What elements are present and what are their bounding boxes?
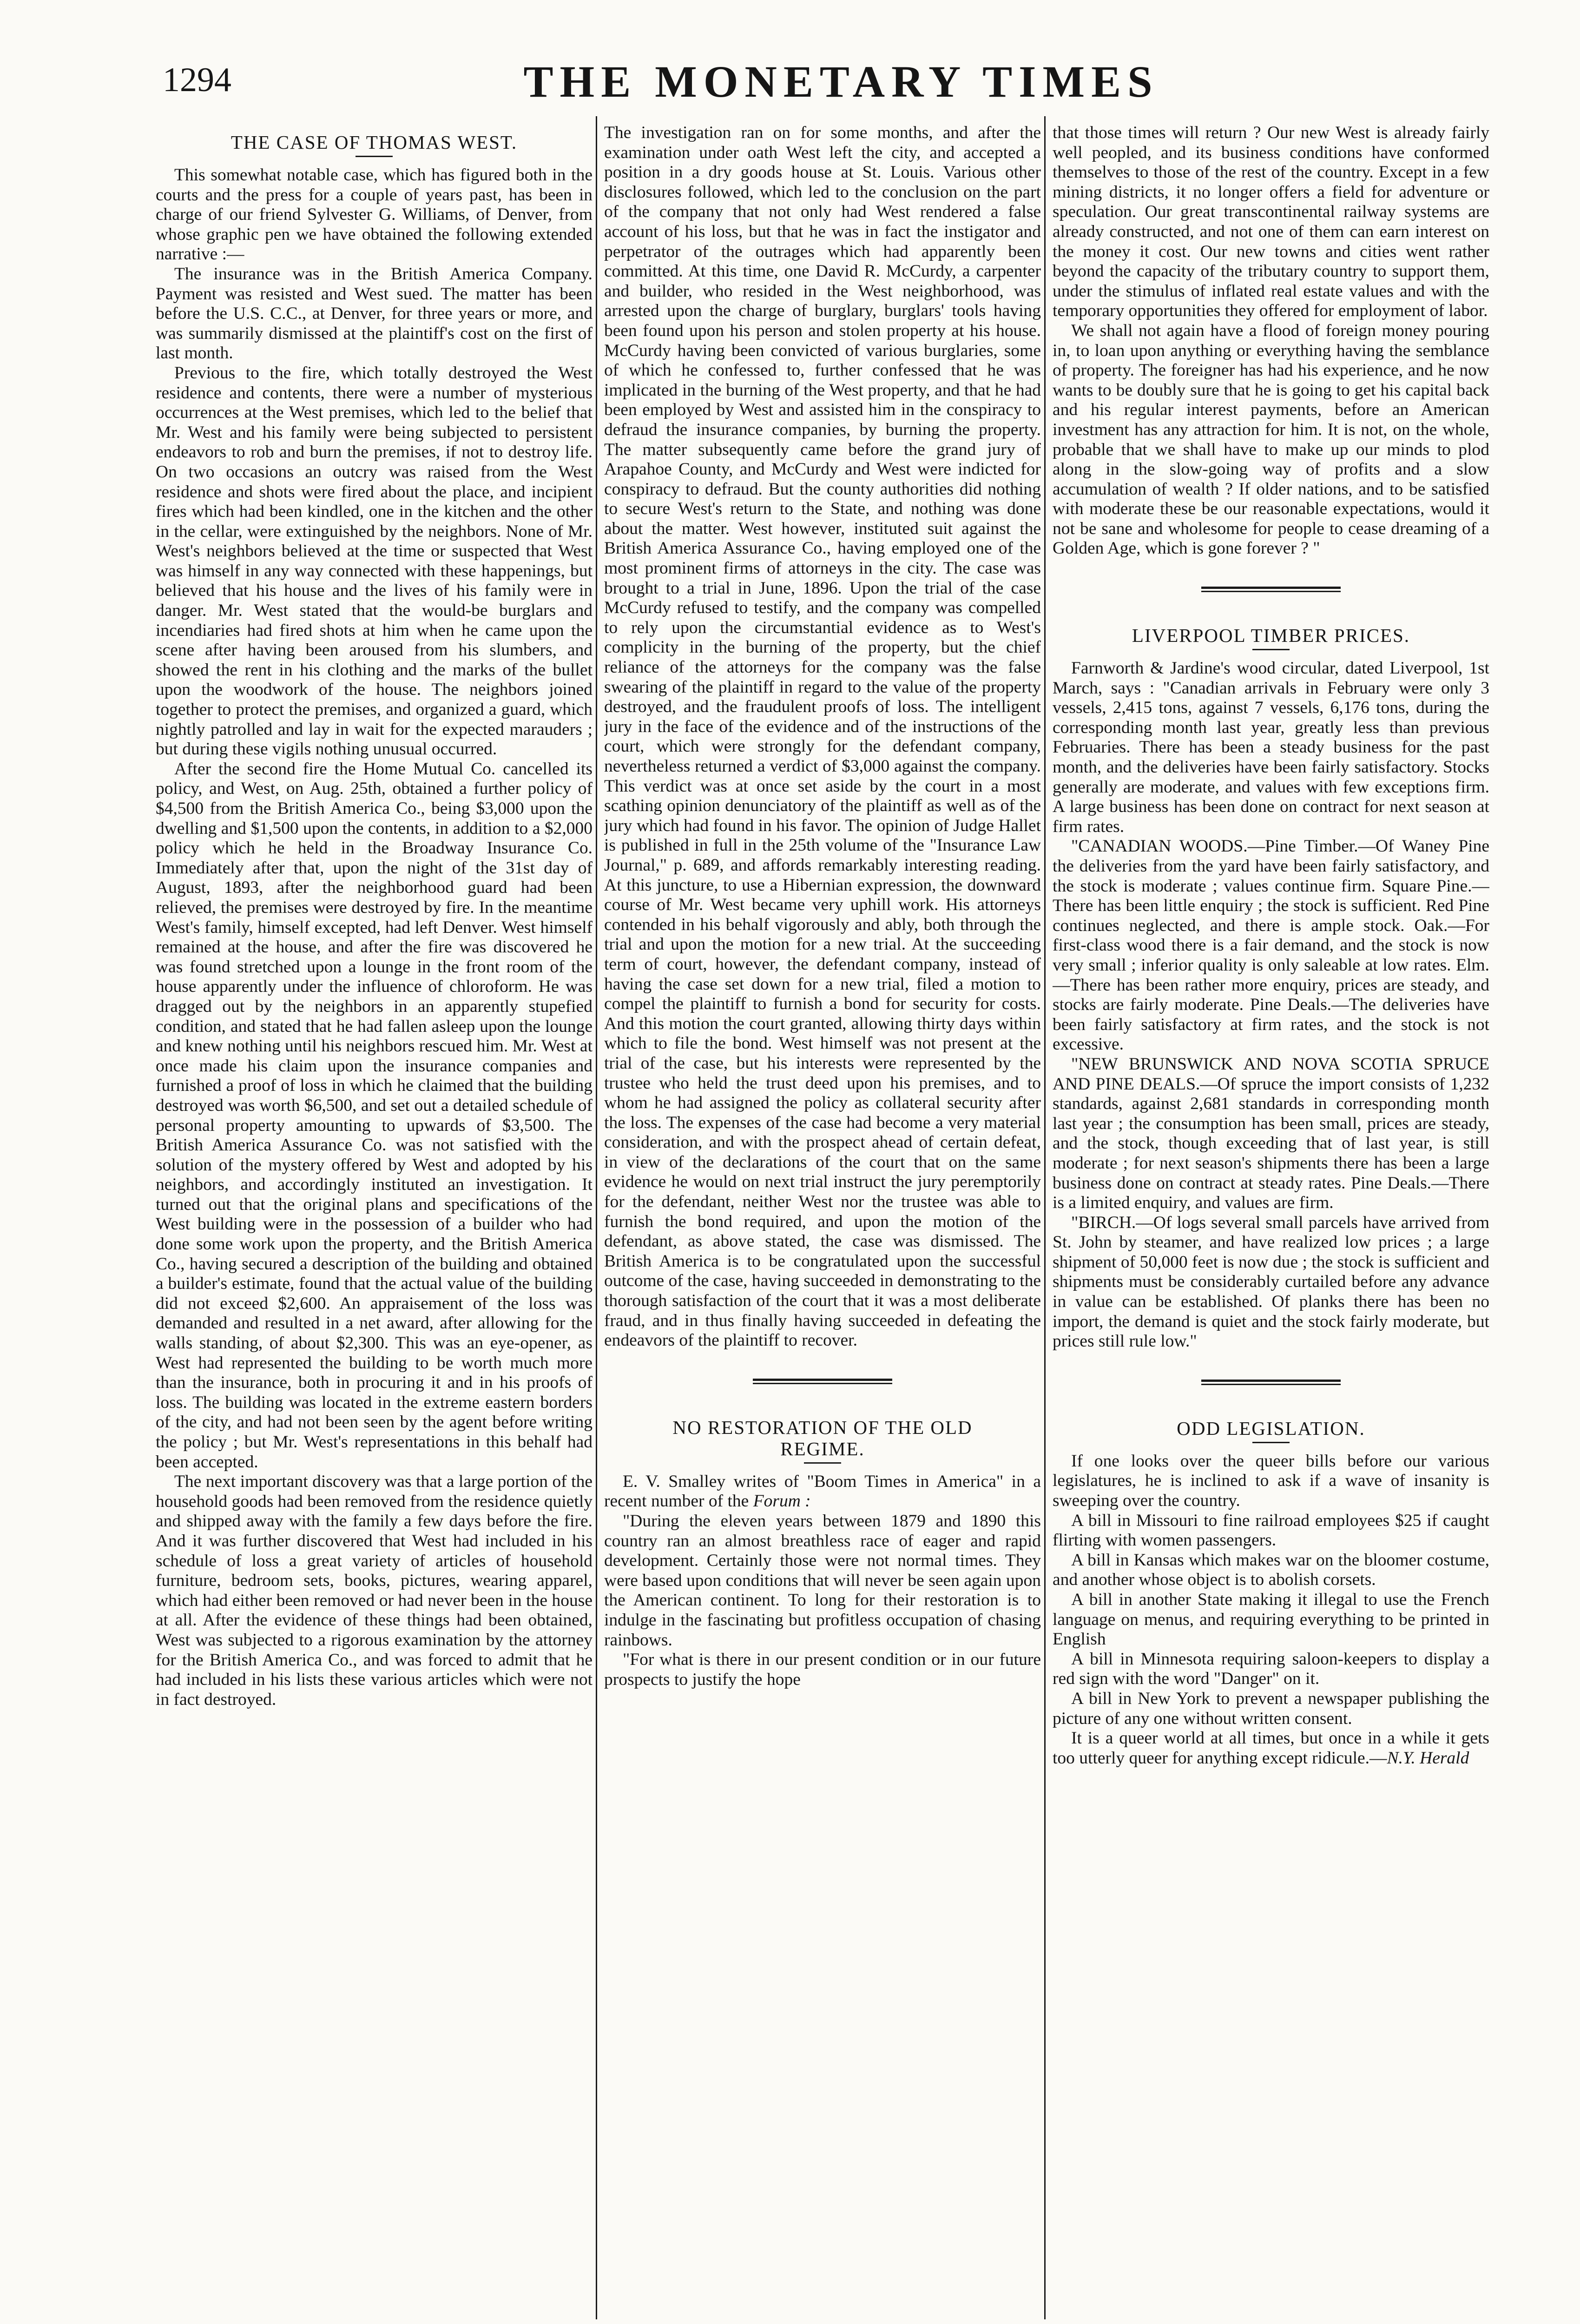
article-headline: LIVERPOOL TIMBER PRICES. xyxy=(1132,625,1410,647)
article-paragraph: A bill in another State making it illegal to use the French language on menus, and requiring everything to be printed in English xyxy=(1053,1590,1489,1649)
column-1 xyxy=(156,123,592,2315)
masthead xyxy=(153,56,1529,116)
article-headline: THE CASE OF THOMAS WEST. xyxy=(230,132,518,153)
column-3 xyxy=(1053,123,1489,2315)
article-paragraph: We shall not again have a flood of foreign money pouring in, to loan upon anything or everything having the semblance of property. The foreigner has had his experience, and he now wants to be doubly sure that he is going to get his capital back and his regular interest payments, before an American investment has any attraction for him. It is not, on the whole, probable that we shall have to make up our minds to plod along in the slow-going way of profits and a slow accumulation of wealth ? If older nations, and to be satisfied with moderate these be our reasonable expectations, would it not be sane and wholesome for people to cease dreaming of a Golden Age, which is gone forever ? " xyxy=(1053,321,1489,558)
column-rule xyxy=(1044,116,1046,2319)
headline-rule xyxy=(356,156,393,157)
article-paragraph: A bill in Minnesota requiring saloon-keepers to display a red sign with the word "Danger" on it. xyxy=(1053,1649,1489,1689)
article-headline: ODD LEGISLATION. xyxy=(1177,1417,1365,1439)
headline-rule xyxy=(1252,1442,1290,1443)
article-paragraph: that those times will return ? Our new West is already fairly well peopled, and its business conditions have conformed themselves to those of the rest of the country. Except in a few mining districts, it no longer offers a field for adventure or speculation. Our great transcontinental railway systems are already constructed, and not one of them can earn interest on the money it cost. Our new towns and cities went rather beyond the capacity of the tributary country to support them, under the stimulus of inflated real estate values and with the temporary opportunities they offered for employment of labor. xyxy=(1053,123,1489,321)
article-paragraph: The investigation ran on for some months, and after the examination under oath West left the city, and accepted a position in a dry goods house at St. Louis. Various other disclosures followed, which led to the conclusion on the part of the company that not only had West rendered a false account of his loss, but that he was in fact the instigator and perpetrator of the outrages which had apparently been committed. At this time, one David R. McCurdy, a carpenter and builder, who resided in the West neighborhood, was arrested upon the charge of burglary, burglars' tools having been found upon his person and stolen property at his house. McCurdy having been convicted of various burglaries, some of which he confessed to, further confessed that he was implicated in the burning of the West property, and that he had been employed by West and assisted him in the conspiracy to defraud the insurance companies, by burning the property. The matter subsequently came before the grand jury of Arapahoe County, and McCurdy and West were indicted for conspiracy to defraud. But the county authorities did nothing to secure West's return to the State, and nothing was done about the matter. West however, instituted suit against the British America Assurance Co., having employed one of the most prominent firms of attorneys in the city. The case was brought to a trial in June, 1896. Upon the trial of the case McCurdy refused to testify, and the company was compelled to rely upon the circumstantial evidence as to West's complicity in the burning of the property, but the chief reliance of the attorneys for the company was the false swearing of the plaintiff in regard to the value of the property destroyed, and the fraudulent proofs of loss. The intelligent jury in the face of the evidence and of the instructions of the court, which were strongly for the defendant company, nevertheless returned a verdict of $3,000 against the company. This verdict was at once set aside by the court in a most scathing opinion denunciatory of the plaintiff as well as of the jury which had found in his favor. The opinion of Judge Hallet is published in full in the 25th volume of the "Insurance Law Journal," p. 689, and affords remarkably interesting reading. At this juncture, to use a Hibernian expression, the downward course of Mr. West became very uphill work. His attorneys contended in his behalf vigorously and ably, both through the trial and upon the motion for a new trial. At the succeeding term of court, however, the defendant company, instead of having the case set down for a new trial, filed a motion to compel the plaintiff to furnish a bond for security for costs. And this motion the court granted, allowing thirty days within which to file the bond. West himself was not present at the trial of the case, but his interests were represented by the trustee who held the trust deed upon his premises, and to whom he had assigned the policy as collateral security after the loss. The expenses of the case had become a very material consideration, and with the prospect ahead of certain defeat, in view of the declarations of the court that on the same evidence he would on next trial instruct the jury peremptorily for the defendant, neither West nor the trustee was able to furnish the bond required, and upon the motion of the defendant, as above stated, the case was dismissed. The British America is to be congratulated upon the successful outcome of the case, having succeeded in demonstrating to the thorough satisfaction of the court that it was a most deliberate fraud, and in thus finally having succeeded in defeating the endeavors of the plaintiff to recover. xyxy=(604,123,1041,1350)
column-2 xyxy=(604,123,1041,2315)
closing-text: It is a queer world at all times, but once in a while it gets too utterly queer for anything except ridicule.— xyxy=(1053,1729,1489,1768)
article-paragraph: The next important discovery was that a large portion of the household goods had been removed from the residence quietly and shipped away with the family a few days before the fire. And it was further discovered that West had included in his schedule of loss a great variety of articles of household furniture, bedroom sets, books, pictures, wearing apparel, which had either been removed or had never been in the house at all. After the evidence of these things had been obtained, West was subjected to a rigorous examination by the attorney for the British America Co., and was forced to admit that he had included in his lists these various articles which were not in fact destroyed. xyxy=(156,1472,592,1709)
article-paragraph: A bill in Missouri to fine railroad employees $25 if caught flirting with women passengers. xyxy=(1053,1511,1489,1550)
article-paragraph: After the second fire the Home Mutual Co. cancelled its policy, and West, on Aug. 25th, obtained a further policy of $4,500 from the British America Co., being $3,000 upon the dwelling and $1,500 upon the contents, in addition to a $2,000 policy which he held in the Broadway Insurance Co. Immediately after that, upon the night of the 31st day of August, 1893, after the neighborhood guard had been relieved, the premises were destroyed by fire. In the meantime West's family, himself excepted, had left Denver. West himself remained at the house, and after the fire was discovered he was found stretched upon a lounge in the front room of the house apparently under the influence of chloroform. He was dragged out by the neighbors in an apparently stupefied condition, and stated that he had fallen asleep upon the lounge and knew nothing until his neighbors rescued him. Mr. West at once made his claim upon the insurance companies and furnished a proof of loss in which he claimed that the building destroyed was worth $6,500, and set out a detailed schedule of personal property amounting to upwards of $3,500. The British America Assurance Co. was not satisfied with the solution of the mystery offered by West and adopted by his neighbors, and accordingly instituted an investigation. It turned out that the original plans and specifications of the West building were in the possession of a builder who had done some work upon the property, and the British America Co., having secured a description of the building and obtained a builder's estimate, found that the actual value of the building did not exceed $2,600. An appraisement of the loss was demanded and resulted in a net award, after allowing for the walls standing, of about $2,300. This was an eye-opener, as West had represented the building to be worth much more than the insurance, both in procuring it and in his proofs of loss. The building was located in the extreme eastern borders of the city, and had not been seen by the agent before writing the policy ; but Mr. West's representations in this behalf had been accepted. xyxy=(156,759,592,1472)
section-divider xyxy=(1201,1380,1341,1385)
article-paragraph: "During the eleven years between 1879 and 1890 this country ran an almost breathless race of eager and rapid development. Certainly those were not normal times. They were based upon conditions that will never be seen again upon the American continent. To long for their restoration is to indulge in the fascinating but profitless occupation of chasing rainbows. xyxy=(604,1512,1041,1650)
headline-line: REGIME. xyxy=(780,1438,865,1459)
intro-source: Forum : xyxy=(753,1492,811,1511)
article-paragraph: This somewhat notable case, which has figured both in the courts and the press for a couple of years past, has been in charge of our friend Sylvester G. Williams, of Denver, from whose graphic pen we have obtained the following extended narrative :— xyxy=(156,165,592,264)
section-divider xyxy=(753,1379,892,1384)
headline-rule xyxy=(1252,649,1290,650)
article-paragraph: The insurance was in the British America Company. Payment was resisted and West sued. The matter has been before the U.S. C.C., at Denver, for three years or more, and was summarily dismissed at the plaintiff's cost on the first of last month. xyxy=(156,264,592,363)
intro-text: E. V. Smalley writes of "Boom Times in America" in a recent number of the xyxy=(604,1472,1041,1511)
article-paragraph: Previous to the fire, which totally destroyed the West residence and contents, there were a number of mysterious occurrences at the West premises, which led to the belief that Mr. West and his family were being subjected to persistent endeavors to rob and burn the premises, if not to destroy life. On two occasions an outcry was raised from the West residence and shots were fired about the place, and incipient fires which had been kindled, one in the kitchen and the other in the cellar, were extinguished by the neighbors. None of Mr. West's neighbors believed at the time or suspected that West was himself in any way connected with these happenings, but believed that his house and the lives of his family were in danger. Mr. West stated that the would-be burglars and incendiaries had fired shots at him when he came upon the scene after having been aroused from his slumbers, and showed the rent in his clothing and the marks of the bullet upon the woodwork of the house. The neighbors joined together to protect the premises, and organized a guard, which nightly patrolled and lay in wait for the expected marauders ; but during these vigils nothing unusual occurred. xyxy=(156,363,592,759)
column-rule xyxy=(596,116,597,2319)
article-paragraph: "BIRCH.—Of logs several small parcels have arrived from St. John by steamer, and have realized low prices ; a large shipment of 50,000 feet is now due ; the stock is sufficient and shipments must be considerably curtailed before any advance in value can be established. Of planks there has been no import, the demand is quiet and the stock fairly moderate, but prices still rule low." xyxy=(1053,1213,1489,1351)
article-paragraph: A bill in New York to prevent a newspaper publishing the picture of any one without written consent. xyxy=(1053,1689,1489,1728)
article-paragraph: If one looks over the queer bills before our various legislatures, he is inclined to ask if a wave of insanity is sweeping over the country. xyxy=(1053,1451,1489,1511)
page-number: 1294 xyxy=(163,61,231,99)
journal-title: THE MONETARY TIMES xyxy=(523,57,1159,106)
article-paragraph xyxy=(1053,1729,1489,1768)
article-paragraph: Farnworth & Jardine's wood circular, dated Liverpool, 1st March, says : "Canadian arrivals in February were only 3 vessels, 2,415 tons, against 7 vessels, 6,176 tons, during the corresponding month last year, greatly less than previous Februaries. There has been a steady business for the past month, and the deliveries have been fairly satisfactory. Stocks generally are moderate, and values with few exceptions firm. A large business has been done on contract for next season at firm rates. xyxy=(1053,659,1489,836)
article-paragraph: "CANADIAN WOODS.—Pine Timber.—Of Waney Pine the deliveries from the yard have been fairly satisfactory, and the stock is moderate ; values continue firm. Square Pine.—There has been little enquiry ; the stock is sufficient. Red Pine continues neglected, and there is ample stock. Oak.—For first-class wood there is a fair demand, and the stock is now very small ; inferior quality is only saleable at low rates. Elm.—There has been rather more enquiry, prices are steady, and stocks are fairly moderate. Pine Deals.—The deliveries have been fairly satisfactory at firm rates, and the stock is not excessive. xyxy=(1053,837,1489,1054)
article-paragraph xyxy=(604,1472,1041,1512)
headline-rule xyxy=(804,1462,841,1464)
headline-line: NO RESTORATION OF THE OLD xyxy=(672,1416,973,1438)
article-paragraph: "For what is there in our present condition or in our future prospects to justify the hope xyxy=(604,1650,1041,1689)
article-headline xyxy=(604,1417,1041,1459)
section-divider xyxy=(1201,587,1341,592)
closing-source: N.Y. Herald xyxy=(1387,1748,1469,1768)
article-paragraph: "NEW BRUNSWICK AND NOVA SCOTIA SPRUCE AND PINE DEALS.—Of spruce the import consists of 1,232 standards, against 2,681 standards in corresponding month last year ; the consumption has been small, prices are steady, and the stock, though exceeding that of last year, is still moderate ; for next season's shipments there has been a large business done on contract at steady rates. Pine Deals.—There is a limited enquiry, and values are firm. xyxy=(1053,1054,1489,1213)
article-paragraph: A bill in Kansas which makes war on the bloomer costume, and another whose object is to abolish corsets. xyxy=(1053,1550,1489,1590)
